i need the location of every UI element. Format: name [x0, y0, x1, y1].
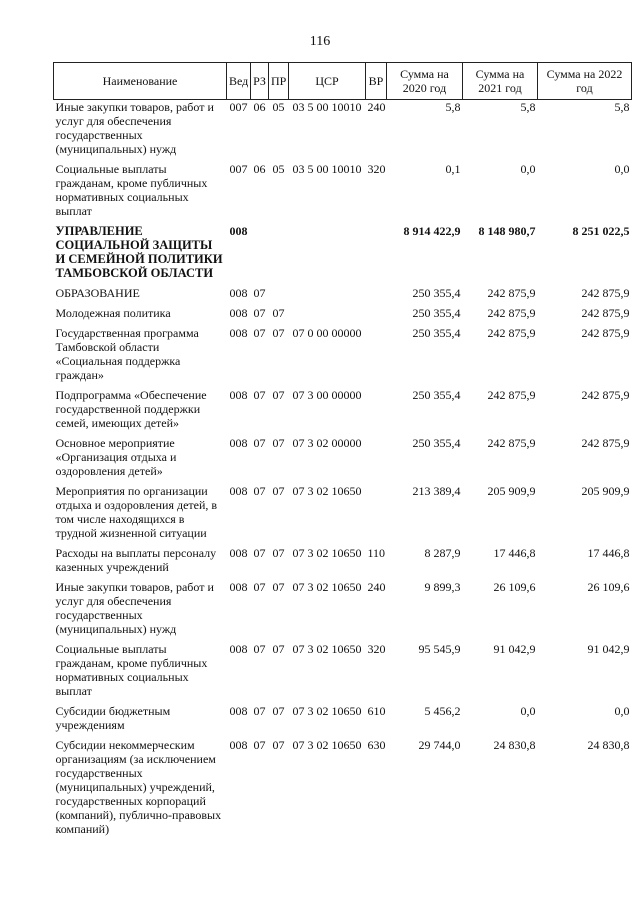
row-rz: 07: [253, 704, 266, 718]
row-csr: [289, 306, 366, 326]
budget-table: [53, 62, 632, 842]
row-pr: [269, 224, 289, 286]
row-pr: 07: [272, 326, 285, 340]
row-vr: [366, 286, 387, 306]
row-sum-2021: 242 875,9: [487, 286, 536, 300]
row-rz: 07: [253, 306, 266, 320]
row-pr: 07: [272, 436, 285, 450]
row-pr: 07: [272, 704, 285, 718]
row-ved: 008: [229, 224, 248, 238]
row-vr: 110: [367, 546, 386, 560]
row-csr: 07 3 02 00000: [292, 436, 362, 450]
row-name: Иные закупки товаров, работ и услуг для обеспечения государственных (муниципальных) нужд: [55, 580, 214, 636]
table-row: [54, 162, 632, 224]
row-sum-2021: 205 909,9: [487, 484, 536, 498]
row-sum-2020: 8 914 422,9: [403, 224, 461, 238]
row-csr: 07 3 02 10650: [292, 738, 362, 752]
row-name: Расходы на выплаты персоналу казенных учреждений: [55, 546, 217, 574]
table-row: [54, 642, 632, 704]
row-sum-2020: 5,8: [445, 100, 461, 114]
row-rz: 07: [253, 546, 266, 560]
row-name: ОБРАЗОВАНИЕ: [55, 286, 140, 300]
row-sum-2021: 17 446,8: [493, 546, 536, 560]
table-row: [54, 580, 632, 642]
row-sum-2022: 242 875,9: [581, 286, 630, 300]
row-pr: 05: [272, 100, 285, 114]
table-row: [54, 224, 632, 286]
table-row: [54, 388, 632, 436]
row-ved: 008: [229, 580, 248, 594]
header-csr: ЦСР: [289, 63, 366, 100]
row-rz: 07: [253, 326, 266, 340]
row-sum-2021: 242 875,9: [487, 306, 536, 320]
row-csr: 07 3 02 10650: [292, 546, 362, 560]
row-vr: 320: [367, 162, 386, 176]
row-name: Молодежная политика: [55, 306, 171, 320]
row-sum-2022: 5,8: [614, 100, 630, 114]
row-vr: 240: [367, 100, 386, 114]
row-ved: 008: [229, 388, 248, 402]
row-vr: [366, 306, 387, 326]
row-name: Мероприятия по организации отдыха и оздоровления детей, в том числе находящихся в трудной жизненной ситуации: [55, 484, 218, 540]
row-sum-2020: 29 744,0: [418, 738, 461, 752]
row-vr: [366, 326, 387, 388]
row-csr: 03 5 00 10010: [292, 100, 362, 114]
row-pr: 05: [272, 162, 285, 176]
row-sum-2020: 95 545,9: [418, 642, 461, 656]
row-sum-2021: 91 042,9: [493, 642, 536, 656]
row-ved: 008: [229, 286, 248, 300]
row-sum-2020: 250 355,4: [412, 436, 461, 450]
table-row: [54, 100, 632, 163]
row-csr: [289, 286, 366, 306]
row-vr: [366, 224, 387, 286]
row-sum-2021: 242 875,9: [487, 436, 536, 450]
row-name: Иные закупки товаров, работ и услуг для обеспечения государственных (муниципальных) нужд: [55, 100, 214, 156]
table-row: [54, 546, 632, 580]
row-vr: [366, 484, 387, 546]
row-ved: 008: [229, 546, 248, 560]
row-sum-2021: 8 148 980,7: [478, 224, 536, 238]
header-sum-2020: Сумма на 2020 год: [387, 63, 463, 100]
row-rz: 07: [253, 738, 266, 752]
row-csr: 07 3 02 10650: [292, 580, 362, 594]
table-row: [54, 326, 632, 388]
table-body: [54, 100, 632, 843]
row-ved: 008: [229, 738, 248, 752]
row-vr: [366, 388, 387, 436]
row-pr: 07: [272, 388, 285, 402]
row-pr: 07: [272, 738, 285, 752]
row-sum-2020: 250 355,4: [412, 388, 461, 402]
row-pr: 07: [272, 546, 285, 560]
row-sum-2020: 250 355,4: [412, 306, 461, 320]
row-sum-2020: 0,1: [445, 162, 461, 176]
row-name: Основное мероприятие «Организация отдыха и оздоровления детей»: [55, 436, 177, 478]
row-sum-2021: 5,8: [520, 100, 536, 114]
row-sum-2021: 26 109,6: [493, 580, 536, 594]
row-sum-2022: 91 042,9: [587, 642, 630, 656]
row-rz: [251, 224, 269, 286]
page-number: 116: [309, 34, 331, 49]
row-vr: [366, 436, 387, 484]
row-name: Государственная программа Тамбовской области «Социальная поддержка граждан»: [55, 326, 199, 382]
header-pr: ПР: [269, 63, 289, 100]
row-name: Субсидии бюджетным учреждениям: [55, 704, 171, 732]
row-ved: 008: [229, 326, 248, 340]
header-vr: ВР: [366, 63, 387, 100]
row-rz: 06: [253, 100, 266, 114]
row-sum-2020: 9 899,3: [424, 580, 461, 594]
row-sum-2021: 242 875,9: [487, 326, 536, 340]
table-row: [54, 436, 632, 484]
header-sum-2021: Сумма на 2021 год: [463, 63, 538, 100]
header-sum-2022: Сумма на 2022 год: [538, 63, 632, 100]
row-sum-2022: 0,0: [614, 704, 630, 718]
row-csr: 07 3 02 10650: [292, 704, 362, 718]
row-ved: 008: [229, 484, 248, 498]
row-sum-2022: 205 909,9: [581, 484, 630, 498]
row-pr: 07: [272, 484, 285, 498]
row-sum-2021: 24 830,8: [493, 738, 536, 752]
row-csr: 07 3 00 00000: [292, 388, 362, 402]
row-pr: 07: [272, 642, 285, 656]
row-vr: 240: [367, 580, 386, 594]
row-pr: [269, 286, 289, 306]
table-row: [54, 738, 632, 842]
row-sum-2020: 250 355,4: [412, 326, 461, 340]
row-sum-2022: 26 109,6: [587, 580, 630, 594]
header-name: Наименование: [54, 63, 227, 100]
row-ved: 007: [229, 100, 248, 114]
row-csr: 07 3 02 10650: [292, 484, 362, 498]
row-name: УПРАВЛЕНИЕ СОЦИАЛЬНОЙ ЗАЩИТЫ И СЕМЕЙНОЙ ПОЛИТИКИ ТАМБОВСКОЙ ОБЛАСТИ: [55, 224, 223, 280]
row-pr: 07: [272, 580, 285, 594]
row-sum-2022: 242 875,9: [581, 326, 630, 340]
row-rz: 06: [253, 162, 266, 176]
row-csr: 07 3 02 10650: [292, 642, 362, 656]
row-rz: 07: [253, 642, 266, 656]
row-csr: 03 5 00 10010: [292, 162, 362, 176]
row-sum-2020: 5 456,2: [424, 704, 461, 718]
row-name: Социальные выплаты гражданам, кроме публичных нормативных социальных выплат: [55, 642, 208, 698]
row-pr: 07: [272, 306, 285, 320]
row-rz: 07: [253, 436, 266, 450]
row-ved: 007: [229, 162, 248, 176]
row-sum-2022: 24 830,8: [587, 738, 630, 752]
row-sum-2020: 213 389,4: [412, 484, 461, 498]
row-vr: 630: [367, 738, 386, 752]
row-rz: 07: [253, 388, 266, 402]
row-sum-2022: 17 446,8: [587, 546, 630, 560]
row-rz: 07: [253, 580, 266, 594]
row-rz: 07: [253, 484, 266, 498]
table-row: [54, 484, 632, 546]
row-sum-2022: 242 875,9: [581, 388, 630, 402]
row-rz: 07: [253, 286, 266, 300]
row-name: Субсидии некоммерческим организациям (за исключением государственных (муниципальных) учреждений, государственных корпораций (компаний), публично-правовых компаний): [55, 738, 222, 836]
table-row: [54, 704, 632, 738]
row-sum-2022: 242 875,9: [581, 436, 630, 450]
row-sum-2021: 0,0: [520, 704, 536, 718]
row-sum-2021: 242 875,9: [487, 388, 536, 402]
row-sum-2022: 0,0: [614, 162, 630, 176]
row-sum-2022: 242 875,9: [581, 306, 630, 320]
row-vr: 320: [367, 642, 386, 656]
row-sum-2020: 250 355,4: [412, 286, 461, 300]
header-rz: РЗ: [251, 63, 269, 100]
row-sum-2022: 8 251 022,5: [572, 224, 630, 238]
row-csr: 07 0 00 00000: [292, 326, 362, 340]
row-ved: 008: [229, 306, 248, 320]
table-row: [54, 286, 632, 306]
row-ved: 008: [229, 704, 248, 718]
row-name: Социальные выплаты гражданам, кроме публичных нормативных социальных выплат: [55, 162, 208, 218]
row-sum-2020: 8 287,9: [424, 546, 461, 560]
table-header-row: [54, 63, 632, 100]
row-csr: [289, 224, 366, 286]
header-ved: Вед: [227, 63, 251, 100]
table-row: [54, 306, 632, 326]
row-name: Подпрограмма «Обеспечение государственной поддержки семей, имеющих детей»: [55, 388, 207, 430]
row-sum-2021: 0,0: [520, 162, 536, 176]
row-vr: 610: [367, 704, 386, 718]
row-ved: 008: [229, 436, 248, 450]
row-ved: 008: [229, 642, 248, 656]
